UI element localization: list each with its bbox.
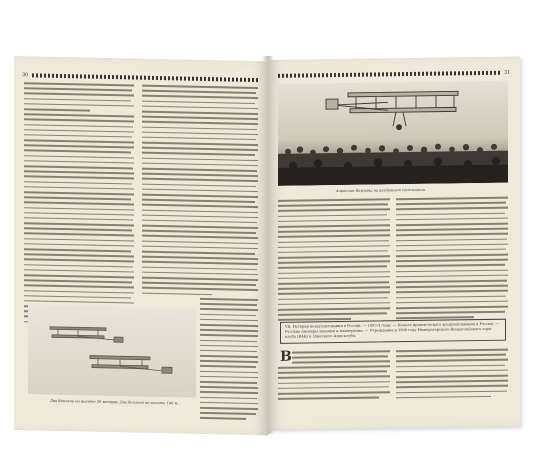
drop-cap: В [280,348,292,365]
farman-aeroplane-crowd-image [278,81,508,186]
right-page-number: 31 [504,69,511,76]
left-page-narrow-column [200,298,258,424]
left-page-number: 30 [22,72,29,79]
right-page-caption: Аэроплан Фармана на воздушном состязании. [336,187,427,194]
biplanes-in-sky-image [28,304,196,398]
right-header-ornament [278,71,500,78]
right-page-column-2 [396,197,508,323]
left-page-column-1 [24,82,134,328]
left-page-caption: Два биплана на высоте 20 метров. Два биплана на высоте 100 м. [50,398,179,406]
section-heading-box: VII. История воздухоплавания в России. — 1893-4 годы. — Начало практического воздухоплавания в России. — Русские пионеры авиации и планеризма. — Учреждение в 1908 году Императорского Всероссийского аэро-клуба (ВАК) и Одесского Аэро-клуба. [280,319,506,344]
right-page-column-4 [396,349,508,402]
left-header-ornament [32,73,258,82]
right-page-photo [278,81,508,186]
right-page [268,56,520,430]
left-page [14,56,268,435]
right-page-column-1 [278,198,390,324]
left-page-column-2 [142,85,258,300]
right-page-column-3b [278,365,390,403]
left-page-photo [28,304,196,398]
